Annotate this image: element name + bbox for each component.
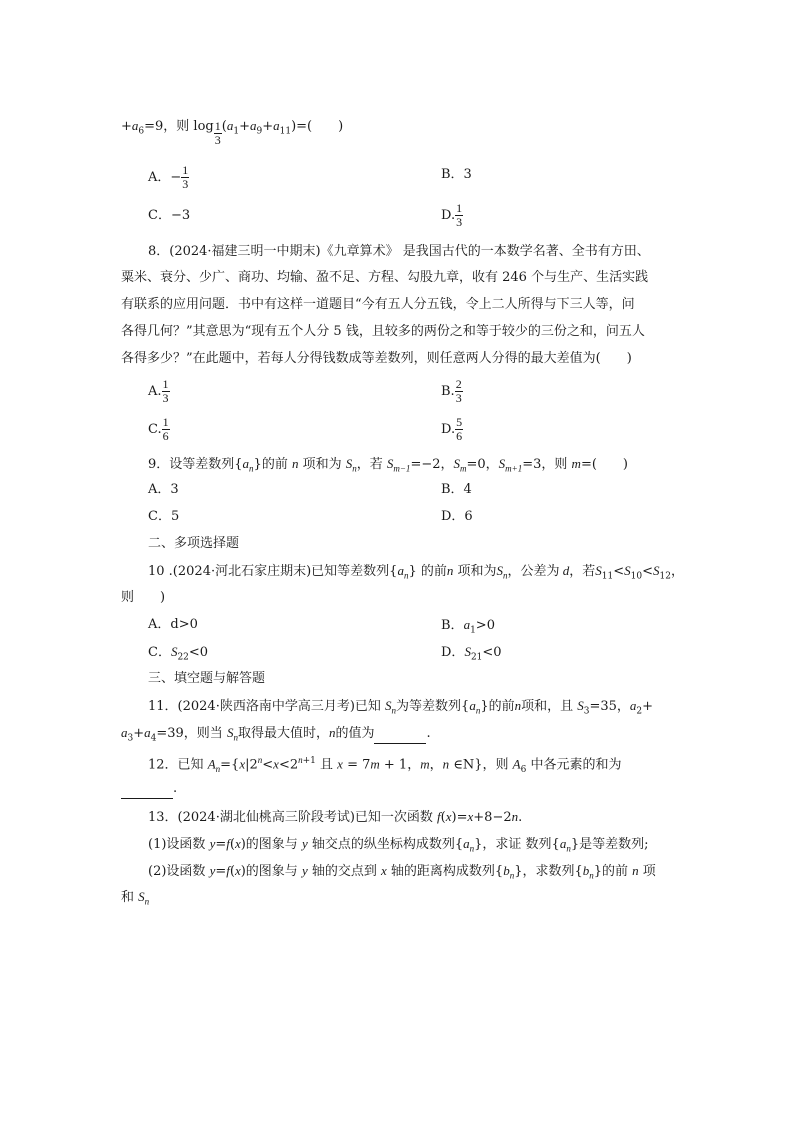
answer-blank [121,780,173,799]
q8-option-d: D. $\frac{5}{6}$ [441,415,463,443]
q8-line-4: 各得几何？”其意思为“现有五个人分 5 钱，且较多的两份之和等于较少的三份之和，问五人 [121,324,645,339]
log-base-fraction: $\frac{1}{3}$ [214,119,221,147]
q12-line-1: 12．已知 $A_n=\{x|2^n<x<2^{n+1}$ 且 x = 7m + 1，m，n ∈N}，则 $A_6$ 中各元素的和为 [148,755,622,775]
section-heading-multiple-choice: 二、多项选择题 [148,536,240,551]
q8-option-c: C. $\frac{1}{6}$ [148,415,169,443]
q9-option-c: C．5 [148,509,180,524]
q11-line-2: $a_3+a_4=39$，则当 $S_n$取得最大值时，n的值为 . [121,725,431,744]
answer-blank [374,725,426,744]
q9-option-d: D．6 [441,509,473,524]
q13-part-1: (1)设函数 y=f(x)的图象与 y 轴交点的纵坐标构成数列$\{a_n\}$，求证 数列$\{a_n\}$是等差数列; [148,836,649,854]
q12-line-2: . [121,780,177,799]
q10-option-c: C．$S_{22}<0$ [148,644,209,663]
q7-continuation: $+a_6=9$，则 log $\frac{1}{3}$ $(a_1+a_9+a_{11})=$( ) [121,118,344,147]
q7-option-d: D. $\frac{1}{3}$ [441,201,463,229]
section-heading-fill-in: 三、填空题与解答题 [148,671,266,686]
q8-line-2: 粟米、衰分、少广、商功、均输、盈不足、方程、勾股九章，收有 246 个与生产、生活实践 [121,270,649,285]
q9-option-a: A．3 [148,482,179,497]
q7-option-c: C．−3 [148,208,191,223]
q10-line-2: 则 ) [121,590,166,605]
q10-option-d: D．$S_{21}<0$ [441,644,502,663]
q7-option-a: A．− $\frac{1}{3}$ [148,163,189,191]
q8-option-a: A. $\frac{1}{3}$ [148,377,169,405]
q8-line-3: 有联系的应用问题．书中有这样一道题目“今有五人分五钱，令上二人所得与下三人等，问 [121,297,635,312]
q8-line-1: 8．(2024·福建三明一中期末)《九章算术》 是我国古代的一本数学名著、全书有方田、 [148,244,650,259]
q10-line-1: 10 .(2024·河北石家庄期末)已知等差数列$\{a_n\}$ 的前n 项和为$S_n$，公差为 d，若$S_{11}<S_{10}<S_{12}$， [148,563,684,582]
q13-part-2-cont: 和 $S_n$ [121,889,150,907]
q8-option-b: B. $\frac{2}{3}$ [441,377,462,405]
q9-option-b: B．4 [441,482,472,497]
q10-option-a: A．d>0 [148,617,198,632]
q10-option-b: B．$a_1>0$ [441,617,495,636]
q9-stem: 9．设等差数列$\{a_n\}$的前 n 项和为 $S_n$，若 $S_{m-1}=-2$，$S_m=0$，$S_{m+1}=3$，则 m=( ) [148,456,628,474]
q11-line-1: 11．(2024·陕西洛南中学高三月考)已知 $S_n$为等差数列$\{a_n\}$的前n项和，且 $S_3=35$，$a_2+$ [148,698,654,717]
q8-line-5: 各得多少？”在此题中，若每人分得钱数成等差数列，则任意两人分得的最大差值为( ) [121,351,632,366]
q13-part-2: (2)设函数 y=f(x)的图象与 y 轴的交点到 x 轴的距离构成数列$\{b_n\}$，求数列$\{b_n\}$的前 n 项 [148,863,656,881]
q13-stem: 13．(2024·湖北仙桃高三阶段考试)已知一次函数 f(x)=x+8−2n. [148,809,523,825]
q7-option-b: B．3 [441,167,472,182]
